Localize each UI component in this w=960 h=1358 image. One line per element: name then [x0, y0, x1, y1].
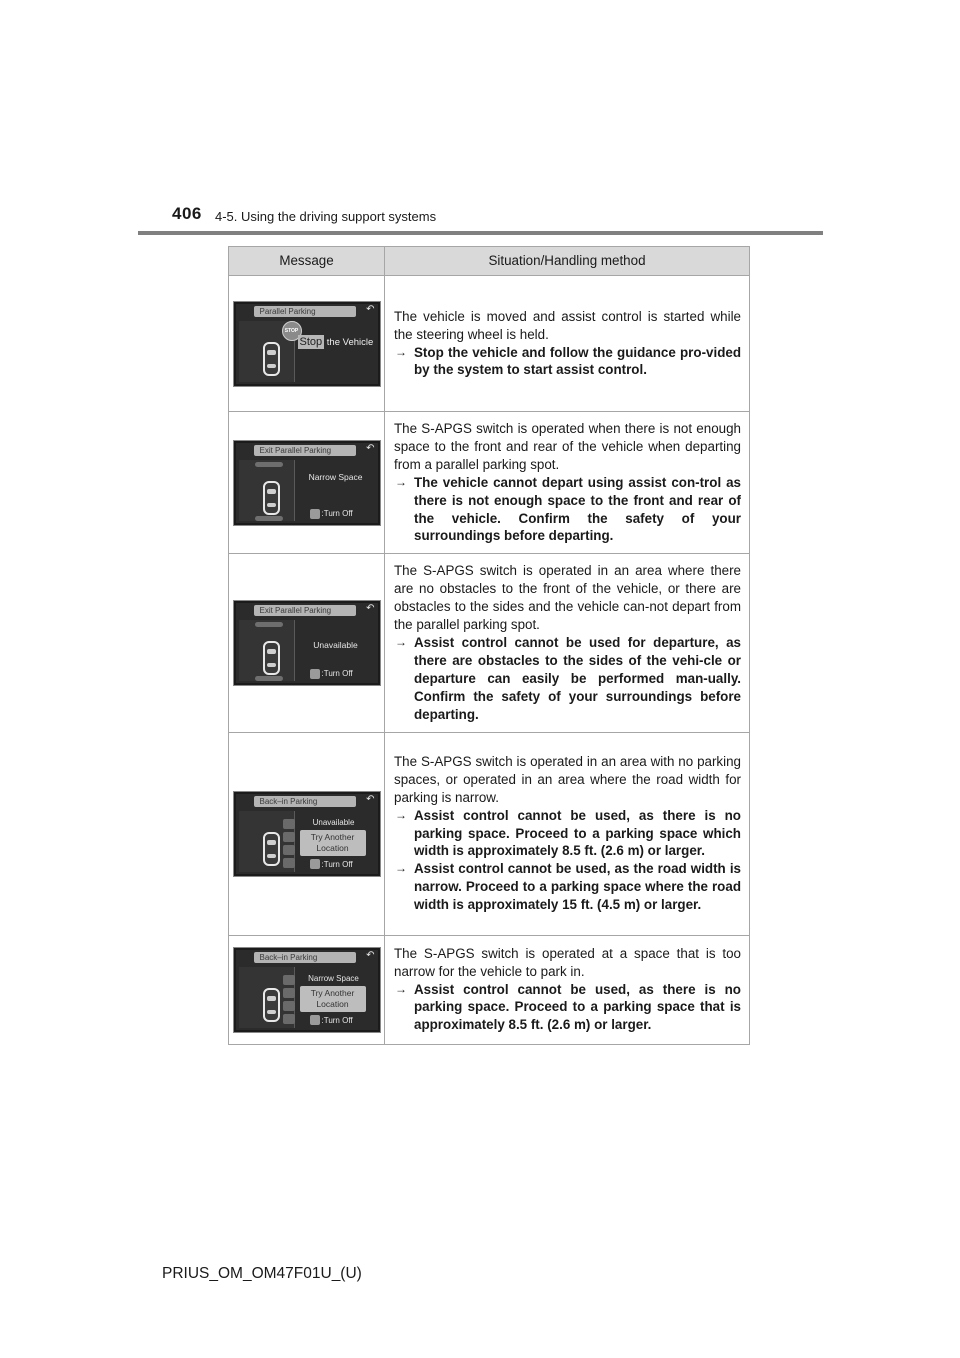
column-header-message: Message — [229, 247, 385, 276]
switch-icon — [310, 669, 320, 679]
table-header-row — [229, 247, 750, 276]
turn-off-label: :Turn Off — [321, 859, 353, 869]
message-cell — [229, 732, 385, 935]
try-another-location-button — [300, 986, 366, 1012]
arrow-icon: → — [395, 634, 407, 649]
back-icon: ↶ — [366, 442, 375, 454]
action-item — [394, 807, 741, 861]
back-icon: ↶ — [366, 602, 375, 614]
parking-slot-icon — [283, 1014, 295, 1024]
action-text: Assist control cannot be used, as the road width is narrow. Proceed to a parking space where the road width is approximately 15 ft. (4.5 m) or larger. — [414, 861, 741, 913]
action-text: The vehicle cannot depart using assist con-trol as there is not enough space to the front and rear of the vehicle. Confirm the safety of your surroundings before departing. — [414, 474, 741, 544]
message-cell — [229, 554, 385, 732]
situation-text: The vehicle is moved and assist control is started while the steering wheel is held. — [394, 308, 741, 342]
message-cell — [229, 276, 385, 412]
screen-message: Unavailable — [313, 639, 358, 650]
try-another-location-button — [300, 830, 366, 856]
parking-slot-icon — [283, 858, 295, 868]
turn-off-hint — [310, 1015, 353, 1027]
vehicle-view — [239, 460, 295, 521]
action-text: Stop the vehicle and follow the guidance pro-vided by the system to start assist control. — [414, 344, 741, 378]
parking-slot-icon — [283, 988, 295, 998]
obstacle-rear-icon — [255, 676, 283, 681]
situation-text: The S-APGS switch is operated in an area where there are no obstacles to the front of the vehicle, or there are obstacles to the sides and the vehicle can-not depart from the parallel parking spot. — [394, 563, 741, 633]
screen-thumbnail — [233, 301, 381, 387]
turn-off-hint — [310, 508, 353, 520]
vehicle-view — [239, 620, 295, 681]
action-text: Assist control cannot be used, as there is no parking space. Proceed to a parking space that is approximately 8.5 ft. (2.6 m) or larger. — [414, 981, 741, 1033]
arrow-icon: → — [395, 474, 407, 489]
switch-icon — [310, 1015, 320, 1025]
obstacle-front-icon — [255, 462, 283, 467]
action-text: Assist control cannot be used for departure, as there are obstacles to the sides of the vehi-cle or departure can easily be performed man-ually. Confirm the safety of your surroundings before departing. — [414, 634, 741, 722]
parking-slot-icon — [283, 832, 295, 842]
car-icon — [263, 988, 280, 1022]
action-item — [394, 344, 741, 380]
vehicle-view — [239, 811, 295, 872]
switch-icon — [310, 859, 320, 869]
car-icon — [263, 832, 280, 866]
parking-slot-icon — [283, 845, 295, 855]
screen-thumbnail — [233, 947, 381, 1033]
try-button-line2: Location — [316, 998, 349, 1009]
screen-title: Exit Parallel Parking — [254, 605, 356, 616]
arrow-icon: → — [395, 981, 407, 996]
situation-cell — [385, 412, 750, 554]
try-button-line2: Location — [316, 842, 349, 853]
situation-text: The S-APGS switch is operated at a space that is too narrow for the vehicle to park in. — [394, 945, 741, 979]
arrow-icon: → — [395, 344, 407, 359]
action-item — [394, 860, 741, 914]
screen-title: Back–in Parking — [254, 796, 356, 807]
section-title: 4-5. Using the driving support systems — [215, 209, 437, 224]
message-cell — [229, 412, 385, 554]
car-icon — [263, 641, 280, 675]
message-table — [228, 246, 750, 1045]
screen-title: Exit Parallel Parking — [254, 445, 356, 456]
screen-message — [298, 334, 374, 352]
turn-off-label: :Turn Off — [321, 508, 353, 518]
parking-slot-icon — [283, 975, 295, 985]
screen-thumbnail — [233, 600, 381, 686]
situation-text: The S-APGS switch is operated when there is not enough space to the front and rear of the vehicle when departing from a parallel parking spot. — [394, 421, 741, 472]
message-cell — [229, 935, 385, 1044]
try-button-line1: Try Another — [310, 831, 355, 842]
stop-sign-icon: STOP — [282, 321, 302, 341]
action-item — [394, 981, 741, 1035]
turn-off-hint — [310, 859, 353, 871]
car-icon — [263, 481, 280, 515]
switch-icon — [310, 509, 320, 519]
table-row — [229, 935, 750, 1044]
situation-cell — [385, 732, 750, 935]
page-number: 406 — [172, 204, 202, 223]
column-header-situation: Situation/Handling method — [385, 247, 750, 276]
screen-title: Parallel Parking — [254, 306, 356, 317]
turn-off-label: :Turn Off — [321, 1015, 353, 1025]
obstacle-rear-icon — [255, 516, 283, 521]
action-text: Assist control cannot be used, as there is no parking space. Proceed to a parking space which width is approximately 8.5 ft. (2.6 m) or larger. — [414, 807, 741, 859]
parking-slot-icon — [283, 819, 295, 829]
back-icon: ↶ — [366, 949, 375, 961]
back-icon: ↶ — [366, 303, 375, 315]
stop-word: Stop — [299, 335, 323, 348]
situation-cell — [385, 935, 750, 1044]
screen-thumbnail — [233, 440, 381, 526]
action-item — [394, 474, 741, 546]
obstacle-front-icon — [255, 622, 283, 627]
parking-slot-icon — [283, 1001, 295, 1011]
screen-message: Unavailable — [312, 817, 355, 827]
screen-thumbnail — [233, 791, 381, 877]
situation-text: The S-APGS switch is operated in an area with no parking spaces, or operated in an area where the road width for parking is narrow. — [394, 753, 741, 805]
table-row — [229, 732, 750, 935]
back-icon: ↶ — [366, 793, 375, 805]
vehicle-view — [239, 967, 295, 1028]
try-button-line1: Try Another — [310, 987, 355, 998]
document-code-footer: PRIUS_OM_OM47F01U_(U) — [162, 1265, 362, 1282]
screen-message: Narrow Space — [308, 973, 359, 983]
table-row — [229, 276, 750, 412]
screen-message-rest: the Vehicle — [324, 336, 374, 348]
situation-cell — [385, 276, 750, 412]
turn-off-hint — [310, 668, 353, 680]
header-rule — [138, 231, 823, 235]
table-row — [229, 554, 750, 732]
car-icon — [263, 342, 280, 376]
table-row — [229, 412, 750, 554]
action-item — [394, 634, 741, 724]
arrow-icon: → — [395, 807, 407, 822]
arrow-icon: → — [395, 861, 407, 876]
screen-title: Back–in Parking — [254, 952, 356, 963]
screen-message: Narrow Space — [308, 471, 363, 482]
situation-cell — [385, 554, 750, 732]
turn-off-label: :Turn Off — [321, 668, 353, 678]
